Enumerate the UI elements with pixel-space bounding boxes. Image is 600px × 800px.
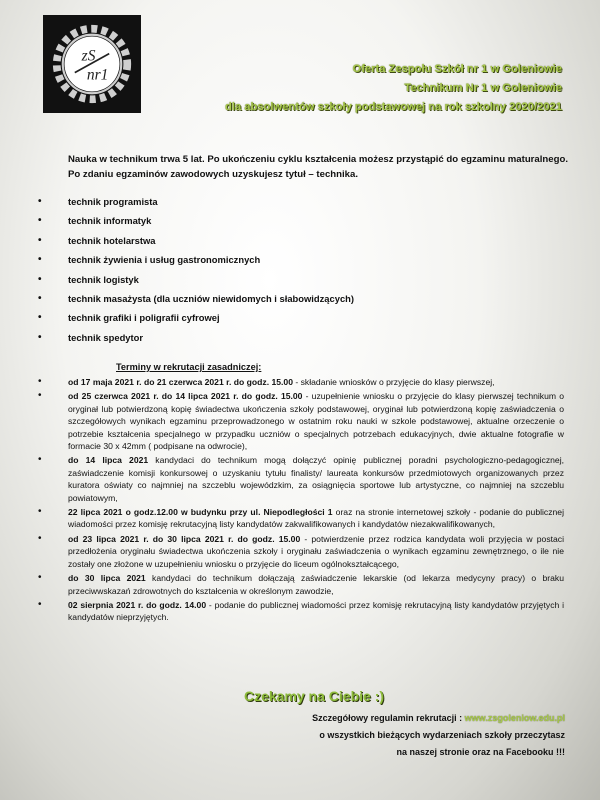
terms-list: [36, 376, 564, 626]
terms-heading: Terminy w rekrutacji zasadniczej:: [116, 362, 262, 372]
offer-header: [122, 60, 562, 117]
term-description: kandydaci do technikum dołączają zaświadczenie lekarskie (od lekarza medycyny pracy) o braku przeciwwskazań zdrowotnych do kształcenia w określonym zawodzie,: [68, 573, 564, 596]
profession-item: [36, 231, 556, 250]
term-item: [36, 533, 564, 570]
bullet-icon: •: [38, 390, 42, 402]
footer-facebook-line: na naszej stronie oraz na Facebooku !!!: [396, 747, 565, 757]
bullet-icon: •: [38, 506, 42, 518]
profession-item: [36, 289, 556, 308]
profession-label: technik informatyk: [68, 215, 152, 227]
bullet-icon: •: [38, 312, 42, 324]
profession-item: [36, 270, 556, 289]
bullet-icon: •: [38, 273, 42, 285]
bullet-icon: •: [38, 292, 42, 304]
profession-label: technik grafiki i poligrafii cyfrowej: [68, 312, 220, 324]
profession-label: technik masażysta (dla uczniów niewidomych i słabowidzących): [68, 292, 355, 304]
footer-rules-label: Szczegółowy regulamin rekrutacji :: [312, 713, 465, 723]
svg-text:nr1: nr1: [86, 66, 109, 84]
term-date: 02 sierpnia 2021 r. do godz. 14.00: [68, 599, 207, 610]
term-description: - potwierdzenie przez rodzica kandydata woli przyjęcia w postaci przedłożenia oryginału świadectwa ukończenia szkoły i oryginału zaświadczenia o wynikach egzaminu zewnętrznego, o ile nie zostały one złożone w uzupełnieniu wniosku o przyjęcie do liceum ogólnokształcącego,: [68, 533, 564, 569]
term-description: - podanie do publicznej wiadomości przez komisję rekrutacyjną listy kandydatów przyjętych i kandydatów nieprzyjętych.: [68, 599, 564, 623]
profession-label: technik spedytor: [68, 331, 144, 343]
term-item: [36, 572, 564, 597]
footer-info: [145, 710, 565, 761]
term-date: 22 lipca 2021 o godz.12.00 w budynku przy ul. Niepodległości 1: [68, 507, 333, 518]
bullet-icon: •: [38, 454, 42, 466]
footer-rules-line: [145, 710, 565, 727]
intro-paragraph: Nauka w technikum trwa 5 lat. Po ukończeniu cyklu kształcenia możesz przystąpić do egzaminu maturalnego. Po zdaniu egzaminów zawodowych uzyskujesz tytuł – technika.: [68, 154, 568, 180]
bullet-icon: •: [38, 532, 42, 544]
footer-slogan: Czekamy na Ciebie :): [243, 688, 385, 704]
bullet-icon: •: [38, 234, 42, 246]
profession-label: technik logistyk: [68, 273, 139, 285]
term-date: od 17 maja 2021 r. do 21 czerwca 2021 r. do godz. 15.00: [68, 377, 293, 387]
svg-text:zS: zS: [81, 47, 96, 65]
term-date: od 25 czerwca 2021 r. do 14 lipca 2021 r. do godz. 15.00: [68, 391, 303, 402]
term-description: - uzupełnienie wniosku o przyjęcie do klasy pierwszej technikum o oryginał lub potwierdzoną kopię świadectwa ukończenia szkoły podstawowej, oryginał lub potwierdzoną kopię zaświadczenia o szczegółowych wynikach egzaminu przeprowadzonego w ostatnim roku nauki w szkole podstawowej, aktualne orzeczenie o potrzebie kształcenia specjalnego w przypadku uczniów o specjalnych potrzebach edukacyjnych, dwie aktualne fotografie w formacie 30 x 42mm ( podpisane na odwrocie),: [68, 391, 565, 452]
profession-label: technik hotelarstwa: [68, 234, 156, 246]
term-date: do 30 lipca 2021: [68, 573, 146, 584]
bullet-icon: •: [38, 376, 42, 387]
profession-label: technik programista: [68, 196, 158, 207]
profession-label: technik żywienia i usług gastronomicznych: [68, 254, 261, 266]
term-item: [36, 376, 564, 388]
term-description: kandydaci do technikum mogą dołączyć opinię publicznej poradni psychologiczno-pedagogicznej, zaświadczenie komisji konkursowej o uzyskaniu tytułu finalisty/ laureata konkursów przedmiotowych organizowanych przez kuratora oświaty co najmniej na szczeblu wojewódzkim, za osiągnięcia sportowe lub artystyczne, co najmniej na szczeblu powiatowym,: [68, 455, 565, 503]
term-description: oraz na stronie internetowej szkoły - podanie do publicznej wiadomości przez komisję rekrutacyjną listy kandydatów zakwalifikowanych i kandydatów niezakwalifikowanych,: [68, 507, 564, 530]
term-description: - składanie wniosków o przyjęcie do klasy pierwszej,: [293, 377, 495, 387]
header-line-school: Oferta Zespołu Szkół nr 1 w Goleniowie: [352, 63, 562, 75]
bullet-icon: •: [38, 598, 42, 610]
term-item: [36, 390, 564, 452]
profession-item: [36, 328, 556, 347]
profession-item: [36, 250, 556, 269]
bullet-icon: •: [38, 331, 42, 343]
profession-list: [36, 192, 556, 347]
profession-item: [36, 308, 556, 327]
profession-item: [36, 192, 556, 211]
header-line-audience: dla absolwentów szkoły podstawowej na rok szkolny 2020/2021: [225, 101, 562, 113]
term-date: od 23 lipca 2021 r. do 30 lipca 2021 r. do godz. 15.00: [68, 533, 301, 544]
bullet-icon: •: [38, 572, 42, 584]
term-item: [36, 599, 564, 624]
footer-events-line: o wszystkich bieżących wydarzeniach szkoły przeczytasz: [319, 730, 565, 740]
bullet-icon: •: [38, 196, 42, 207]
school-website-link[interactable]: www.zsgoleniow.edu.pl: [464, 713, 565, 723]
term-date: do 14 lipca 2021: [68, 455, 149, 466]
term-item: [36, 454, 564, 504]
bullet-icon: •: [38, 254, 42, 266]
header-line-technikum: Technikum Nr 1 w Goleniowie: [404, 82, 562, 94]
bullet-icon: •: [38, 215, 42, 227]
term-item: [36, 506, 564, 531]
profession-item: [36, 211, 556, 230]
